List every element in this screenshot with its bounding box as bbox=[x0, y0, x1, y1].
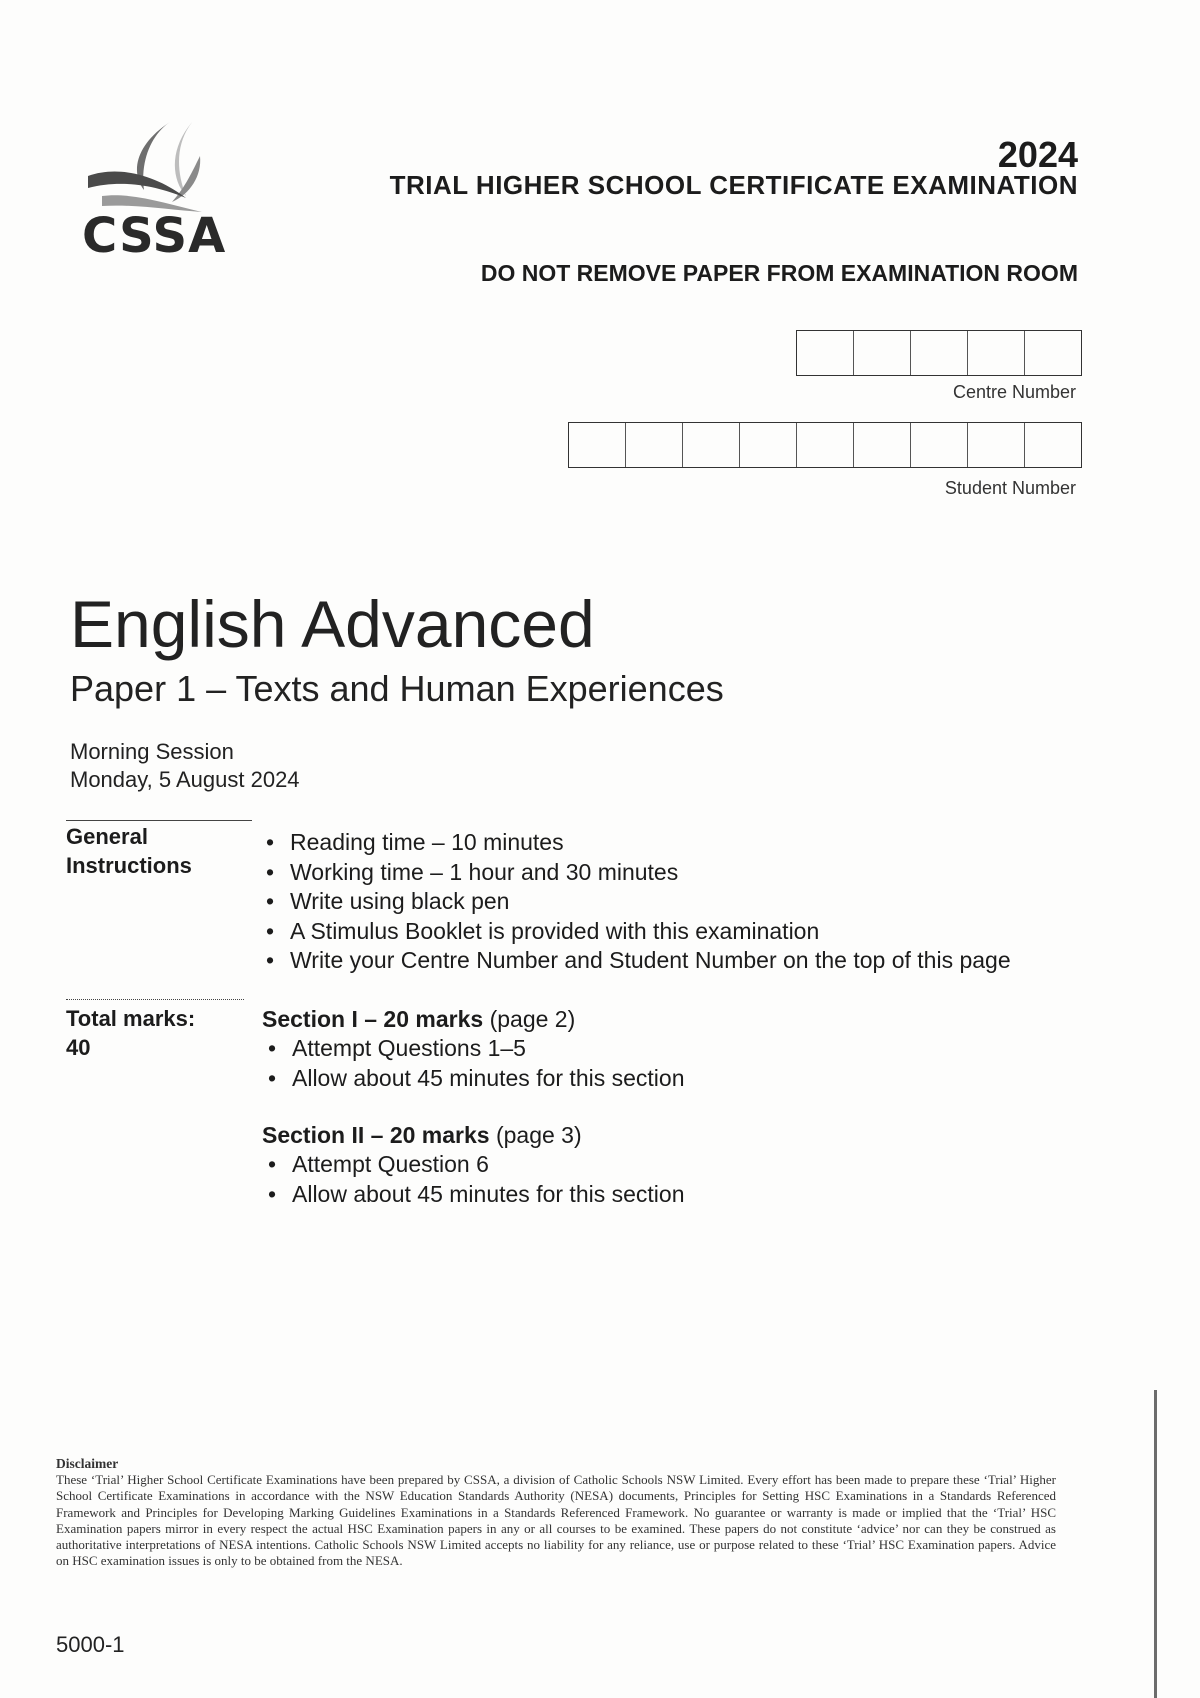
total-marks bbox=[66, 1004, 236, 1062]
digit-box[interactable] bbox=[797, 331, 853, 375]
list-item: • A Stimulus Booklet is provided with this examination bbox=[260, 917, 1090, 947]
paper-code: 5000-1 bbox=[56, 1632, 125, 1657]
list-item: • Reading time – 10 minutes bbox=[260, 828, 1090, 858]
digit-box[interactable] bbox=[910, 423, 967, 467]
list-item: • Write using black pen bbox=[260, 887, 1090, 917]
general-instructions-list bbox=[260, 828, 1090, 976]
centre-number-boxes[interactable] bbox=[796, 330, 1082, 376]
section-1 bbox=[262, 1004, 1062, 1093]
list-item: • Allow about 45 minutes for this section bbox=[262, 1064, 1062, 1094]
disclaimer-heading: Disclaimer bbox=[56, 1456, 119, 1471]
digit-box[interactable] bbox=[910, 331, 967, 375]
digit-box[interactable] bbox=[1024, 423, 1081, 467]
student-number-label: Student Number bbox=[944, 478, 1076, 498]
section-1-list bbox=[262, 1034, 1062, 1093]
paper-title: Paper 1 – Texts and Human Experiences bbox=[70, 668, 724, 709]
scan-edge-line bbox=[1154, 1390, 1157, 1698]
exam-title: TRIAL HIGHER SCHOOL CERTIFICATE EXAMINATION bbox=[389, 170, 1078, 200]
general-instructions-heading: General Instructions bbox=[66, 824, 192, 878]
student-number-boxes[interactable] bbox=[568, 422, 1082, 468]
disclaimer bbox=[56, 1456, 1056, 1569]
divider bbox=[66, 999, 244, 1000]
digit-box[interactable] bbox=[682, 423, 739, 467]
section-title: Section I – 20 marks (page 2) bbox=[262, 1006, 576, 1032]
total-marks-heading: Total marks: bbox=[66, 1006, 196, 1031]
digit-box[interactable] bbox=[967, 331, 1024, 375]
digit-box[interactable] bbox=[853, 331, 910, 375]
list-item: • Allow about 45 minutes for this section bbox=[262, 1180, 1062, 1210]
session-date: Monday, 5 August 2024 bbox=[70, 767, 300, 792]
digit-box[interactable] bbox=[967, 423, 1024, 467]
section-title: Section II – 20 marks (page 3) bbox=[262, 1122, 582, 1148]
list-item: • Attempt Question 6 bbox=[262, 1150, 1062, 1180]
exam-notice: DO NOT REMOVE PAPER FROM EXAMINATION ROOM bbox=[480, 260, 1078, 286]
session-name: Morning Session bbox=[70, 739, 234, 764]
digit-box[interactable] bbox=[739, 423, 796, 467]
digit-box[interactable] bbox=[796, 423, 853, 467]
section-2-list bbox=[262, 1150, 1062, 1209]
exam-year: 2024 bbox=[997, 134, 1078, 175]
list-item: • Write your Centre Number and Student Number on the top of this page bbox=[260, 946, 1090, 976]
list-item: • Attempt Questions 1–5 bbox=[262, 1034, 1062, 1064]
subject-title: English Advanced bbox=[70, 587, 595, 661]
digit-box[interactable] bbox=[1024, 331, 1081, 375]
disclaimer-text: These ‘Trial’ Higher School Certificate Examinations have been prepared by CSSA, a division of Catholic Schools NSW Limited. Every effort has been made to prepare these ‘Trial’ Higher School Certificate Examinations in accordance with the NSW Education Standards Authority (NESA) documents, Principles for Setting HSC Examinations in a Standards Referenced Framework and Principles for Developing Marking Guidelines Examinations in a Standards Referenced Framework. No guarantee or warranty is made or implied that the ‘Trial’ HSC Examination papers mirror in every respect the actual HSC Examination papers in any or all courses to be examined. These papers do not constitute ‘advice’ nor can they be construed as authoritative interpretations of NESA intentions. Catholic Schools NSW Limited accepts no liability for any reliance, use or purpose related to these ‘Trial’ HSC Examination papers. Advice on HSC examination issues is only to be obtained from the NESA. bbox=[56, 1472, 1056, 1569]
digit-box[interactable] bbox=[625, 423, 682, 467]
digit-box[interactable] bbox=[569, 423, 625, 467]
total-marks-value: 40 bbox=[66, 1035, 91, 1060]
divider bbox=[66, 820, 252, 821]
list-item: • Working time – 1 hour and 30 minutes bbox=[260, 858, 1090, 888]
cssa-swoosh-icon bbox=[82, 116, 222, 216]
logo-text: CSSA bbox=[82, 208, 227, 264]
digit-box[interactable] bbox=[853, 423, 910, 467]
section-2 bbox=[262, 1120, 1062, 1209]
session-info bbox=[70, 738, 300, 794]
centre-number-label: Centre Number bbox=[952, 382, 1076, 402]
